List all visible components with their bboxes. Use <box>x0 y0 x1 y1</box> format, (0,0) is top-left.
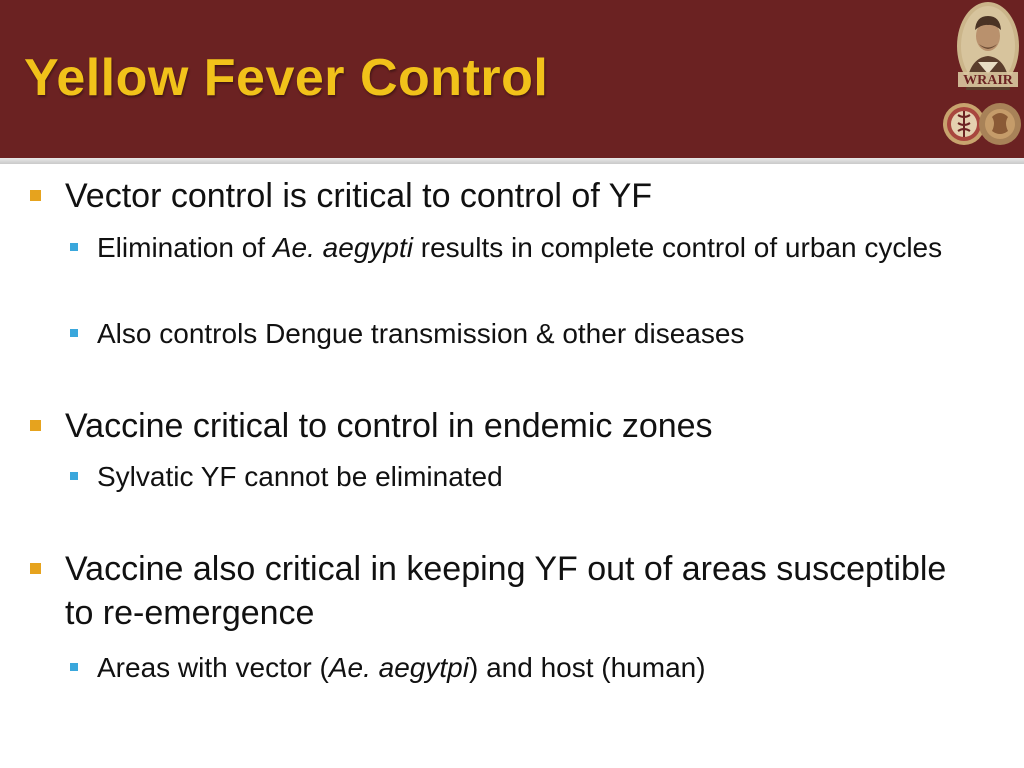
slide-title: Yellow Fever Control <box>24 49 549 107</box>
subbullet-marker <box>70 663 78 671</box>
subbullet-text: Also controls Dengue transmission & other diseases <box>97 318 745 349</box>
subbullet-marker <box>70 243 78 251</box>
subbullet-text: Sylvatic YF cannot be eliminated <box>97 461 503 492</box>
bullet-text: Vector control is critical to control of YF <box>65 177 653 215</box>
bullet-marker <box>30 190 41 201</box>
svg-text:WRAIR: WRAIR <box>963 73 1013 88</box>
subbullet-text: Areas with vector (Ae. aegytpi) and host (human) <box>97 652 706 683</box>
subbullet-marker <box>70 472 78 480</box>
bullet-marker <box>30 563 41 574</box>
subbullet-text: Elimination of Ae. aegypti results in complete control of urban cycles <box>97 232 943 263</box>
bullet-text: Vaccine critical to control in endemic zones <box>65 407 713 445</box>
subbullet-marker <box>70 329 78 337</box>
bullet-text: Vaccine also critical in keeping YF out of areas susceptible to re-emergence <box>65 550 947 632</box>
bullet-marker <box>30 420 41 431</box>
